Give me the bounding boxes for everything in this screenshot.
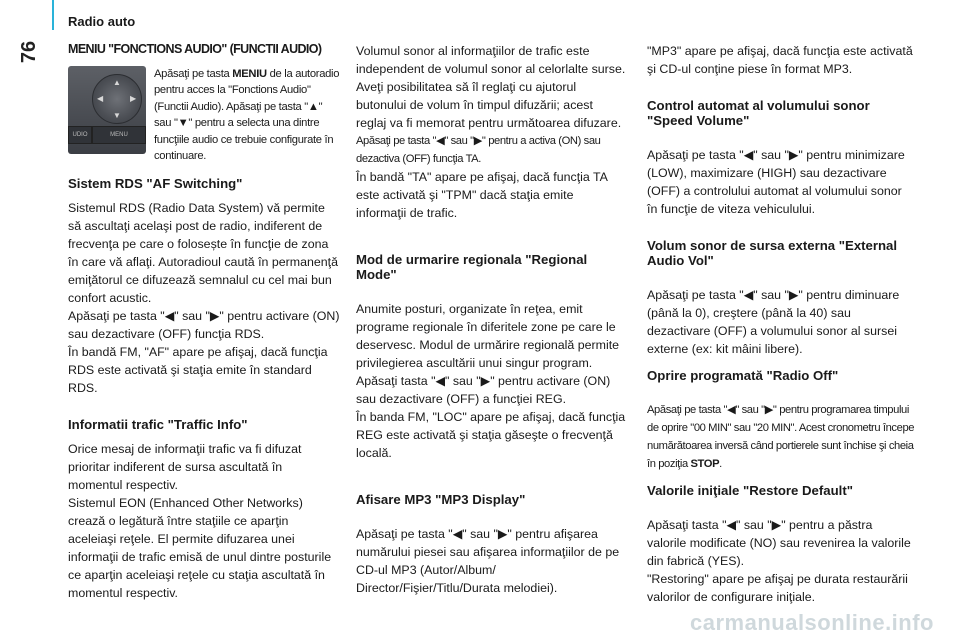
speed-volume-paragraph: Apăsaţi pe tasta "◀" sau "▶" pentru minimizare (LOW), maximizare (HIGH) sau dezactivare (OFF) a controlului automat al volumului sonor în funcţie de viteza vehiculului. bbox=[647, 148, 905, 216]
page-number: 76 bbox=[18, 40, 40, 64]
mp3-heading: Afisare MP3 "MP3 Display" bbox=[356, 492, 526, 507]
restore-paragraph: Apăsaţi tasta "◀" sau "▶" pentru a păstra valorile modificate (NO) sau revenirea la valorile din fabrică (YES). bbox=[647, 518, 911, 568]
site-watermark: carmanualsonline.info bbox=[690, 610, 934, 635]
rds-heading: Sistem RDS "AF Switching" bbox=[68, 176, 243, 192]
external-volume-heading: Volum sonor de sursa externa "External Audio Vol" bbox=[647, 238, 898, 268]
section-label: Radio auto bbox=[68, 14, 136, 29]
column-left bbox=[68, 42, 340, 602]
restore-note: "Restoring" apare pe afişaj pe durata restaurării valorilor de configurare iniţiale. bbox=[647, 572, 908, 604]
stop-key-label: STOP bbox=[690, 458, 720, 470]
regional-instruction: Apăsaţi tasta "◀" sau "▶" pentru activare (ON) sau dezactivare (OFF) a funcţiei REG. bbox=[356, 374, 611, 406]
traffic-volume-paragraph: Volumul sonor al informaţiilor de trafic este independent de volumul sonor al celorlalte surse. Aveţi posibilitatea să îl reglaţi cu ajutorul butonului de volum în timpul difuzării; acest reglaj va fi memorat pentru următoarea difuzare. bbox=[356, 44, 626, 130]
navigation-knob-icon: ▲ ▼ ◀ ▶ bbox=[92, 74, 142, 124]
rds-note: În bandă FM, "AF" apare pe afişaj, dacă funcţia RDS este activată şi staţia emite în standard RDS. bbox=[68, 345, 328, 396]
header-accent-rule bbox=[52, 0, 54, 30]
traffic-heading: Informatii trafic "Traffic Info" bbox=[68, 417, 248, 433]
traffic-paragraph: Orice mesaj de informaţii trafic va fi difuzat prioritar indiferent de sursa ascultată în momentul respectiv. bbox=[68, 442, 302, 493]
main-title: MENIU "FONCTIONS AUDIO" (FUNCTII AUDIO) bbox=[68, 42, 322, 56]
menu-key-label: MENIU bbox=[232, 68, 267, 80]
column-right bbox=[647, 42, 915, 606]
mp3-note: "MP3" apare pe afişaj, dacă funcţia este activată şi CD-ul conţine piese în format MP3. bbox=[647, 44, 913, 76]
restore-heading: Valorile iniţiale "Restore Default" bbox=[647, 483, 853, 498]
radio-off-paragraph: Apăsaţi pe tasta "◀" sau "▶" pentru programarea timpului de oprire "00 MIN" sau "20 MIN". Acest cronometru începe numărătoarea inversă când portierele sunt închise şi cheia în poziţia STOP. bbox=[647, 404, 915, 470]
rds-paragraph: Sistemul RDS (Radio Data System) vă permite să ascultaţi acelaşi post de radio, indiferent de frecvenţa pe care o folosește în funcţie de zona în care vă aflaţi. Autoradioul caută în permanenţă emiţătorul ce difuzează semnalul cu cel mai bun confort acustic. bbox=[68, 201, 339, 306]
radio-panel-image bbox=[68, 66, 146, 154]
speed-volume-heading: Control automat al volumului sonor "Speed Volume" bbox=[647, 98, 870, 128]
radio-off-heading: Oprire programată "Radio Off" bbox=[647, 368, 839, 383]
ta-instruction: Apăsaţi pe tasta "◀" sau "▶" pentru a activa (ON) sau dezactiva (OFF) funcţia TA. bbox=[356, 135, 601, 165]
ta-note: În bandă "TA" apare pe afişaj, dacă funcţia TA este activată şi "TPM" dacă staţia emite informaţii de trafic. bbox=[356, 170, 608, 220]
regional-paragraph: Anumite posturi, organizate în reţea, emit programe regionale în diferitele zone pe care le deservesc. Modul de urmărire regională permite privilegierea ascultării unui singur program. bbox=[356, 302, 620, 370]
regional-note: În banda FM, "LOC" apare pe afişaj, dacă funcţia REG este activată şi staţia găseşte o frecvenţă locală. bbox=[356, 410, 626, 460]
menu-instructions: Apăsaţi pe tasta MENIU de la autoradio pentru acces la "Fonctions Audio" (Functii Audio). Apăsaţi pe tasta "▲" sau "▼" pentru a selecta una dintre funcţiile audio ce trebuie configurate în continuare. bbox=[154, 68, 340, 163]
radio-menu-key: MENU bbox=[92, 126, 146, 144]
column-middle bbox=[356, 42, 626, 597]
external-volume-paragraph: Apăsaţi pe tasta "◀" sau "▶" pentru diminuare (până la 0), creştere (până la 40) sau dezactivare (OFF) a volumului sonor al sursei externe (ex: kit mâini libere). bbox=[647, 288, 900, 356]
rds-instruction: Apăsaţi pe tasta "◀" sau "▶" pentru activare (ON) sau dezactivare (OFF) funcţia RDS. bbox=[68, 309, 340, 342]
menu-intro bbox=[68, 66, 340, 164]
regional-heading: Mod de urmarire regionala "Regional Mode" bbox=[356, 252, 588, 282]
traffic-eon-paragraph: Sistemul EON (Enhanced Other Networks) crează o legătură între staţiile ce aparţin aceleiaşi reţele. El permite difuzarea unei informaţii de trafic emisă de unul dintre posturile ce aparţin aceleiaşi reţele cu staţia ascultată în momentul respectiv. bbox=[68, 496, 332, 601]
radio-audio-key: UDIO bbox=[68, 126, 92, 144]
mp3-paragraph: Apăsaţi pe tasta "◀" sau "▶" pentru afişarea numărului piesei sau afişarea informaţiilor de pe CD-ul MP3 (Autor/Album/ Director/Fişier/Titlu/Durata melodiei). bbox=[356, 527, 620, 595]
